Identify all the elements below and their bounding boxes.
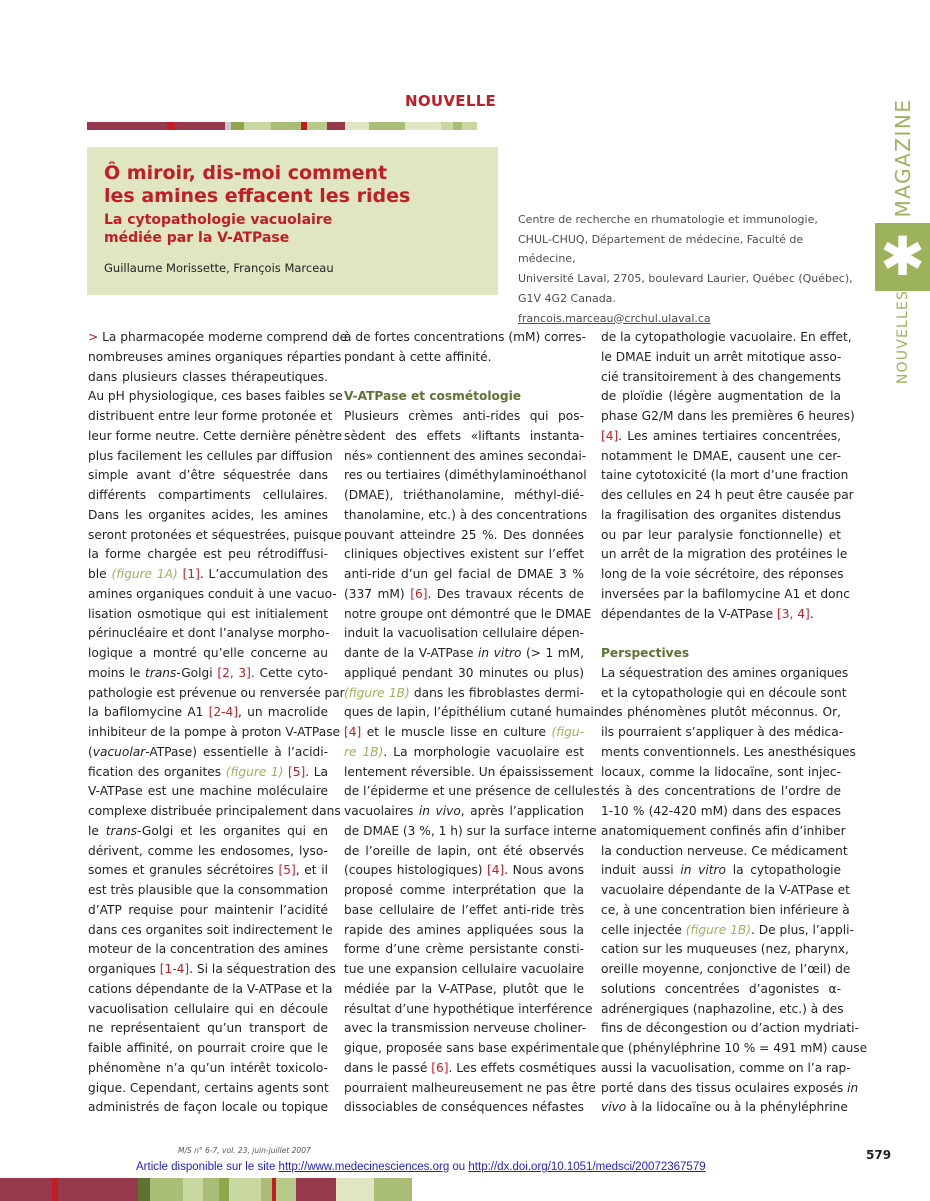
nouvelles-side-label: NOUVELLES [895, 289, 911, 385]
authors: Guillaume Morissette, François Marceau [104, 261, 334, 275]
text-column-3: de la cytopathologie vacuolaire. En effet, le DMAE induit un arrêt mitotique asso- cié transitoirement à des changements de ploïdie (légère augmentation de la phase G2/M dans les premières 6 heures) [4]. Les amines tertiaires concentrées, notamment le DMAE, causent une cer- taine cytotoxicité (la mort d’une fraction des cellules en 24 h peut être causée par la fragilisation des organites distendus ou par leur paralysie fonctionnelle) et un arrêt de la migration des protéines le long de la voie sécrétoire, des réponses inversées par la bafilomycine A1 et donc dépendantes de la V-ATPase [3, 4]. Perspectives La séquestration des amines organiques et la cytopathologie qui en découle sont des phénomènes plutôt méconnus. Or, ils pourraient s’appliquer à des médica- ments conventionnels. Les anesthésiques locaux, comme la lidocaïne, sont injec- tés à des concentrations de l’ordre de 1-10 % (42-420 mM) dans des espaces anatomiquement confinés afin d’inhiber la conduction nerveuse. Ce médicament induit aussi in vitro la cytopathologie vacuolaire dépendante de la V-ATPase et ce, à une concentration bien inférieure à celle injectée (figure 1B). De plus, l’appli- cation sur les muqueuses (nez, pharynx, oreille moyenne, conjonctive de l’œil) de solutions concentrées d’agonistes α- adrénergiques (naphazoline, etc.) à des fins de décongestion ou d’action mydriati- que (phényléphrine 10 % = 491 mM) cause aussi la vacuolisation, comme on l’a rap- porté dans des tissus oculaires exposés in vivo à la lidocaïne ou à la phényléphrine [601, 330, 868, 1115]
section-heading-cosmetologie: V-ATPase et cosmétologie [344, 389, 522, 404]
section-kicker: NOUVELLE [405, 92, 497, 110]
text-column-2: à de fortes concentrations (mM) corres- pondant à cette affinité. V-ATPase et cosmétologie Plusieurs crèmes anti-rides qui pos- sèdent des effets «liftants instanta- nés» contiennent des amines secondai- res ou tertiaires (diméthylaminoéthanol (DMAE), triéthanolamine, méthyl-dié- thanolamine, etc.) à des concentrations pouvant atteindre 25 %. Des données cliniques objectives existent sur l’effet anti-ride d’un gel facial de DMAE 3 % (337 mM) [6]. Des travaux récents de notre groupe ont démontré que le DMAE induit la vacuolisation cellulaire dépen- dante de la V-ATPase in vitro (> 1 mM, appliqué pendant 30 minutes ou plus) (figure 1B) dans les fibroblastes dermi- ques de lapin, l’épithélium cutané humain [4] et le muscle lisse en culture (figu- re 1B). La morphologie vacuolaire est lentement réversible. Un épaississement de l’épiderme et une présence de cellules vacuolaires in vivo, après l’application de DMAE (3 %, 1 h) sur la surface interne de l’oreille de lapin, ont été observés (coupes histologiques) [4]. Nous avons proposé comme interprétation que la base cellulaire de l’effet anti-ride très rapide des amines appliquées sous la forme d’une crème persistante consti- tue une expansion cellulaire vacuolaire médiée par la V-ATPase, plutôt que le résultat d’une hypothétique interférence avec la transmission nerveuse choliner- gique, proposée sans base expérimentale dans le passé [6]. Les effets cosmétiques pourraient malheureusement ne pas être dissociables de conséquences néfastes [344, 330, 602, 1115]
text-column-1: > La pharmacopée moderne comprend de nombreuses amines organiques réparties dans plusieurs classes thérapeutiques. Au pH physiologique, ces bases faibles se distribuent entre leur forme protonée et leur forme neutre. Cette dernière pénètre plus facilement les cellules par diffusion simple avant d’être séquestrée dans différents compartiments cellulaires. Dans les organites acides, les amines seront protonées et séquestrées, puisque la forme chargée est peu rétrodiffusi- ble (figure 1A) [1]. L’accumulation des amines organiques conduit à une vacuo- lisation osmotique qui est initialement périnucléaire et dont l’analyse morpho- logique a montré qu’elle concerne au moins le trans-Golgi [2, 3]. Cette cyto- pathologie est prévenue ou renversée par la bafilomycine A1 [2-4], un macrolide inhibiteur de la pompe à proton V-ATPase (vacuolar-ATPase) essentielle à l’acidi- fication des organites (figure 1) [5]. La V-ATPase est une machine moléculaire complexe distribuée principalement dans le trans-Golgi et les organites qui en dérivent, comme les endosomes, lyso- somes et granules sécrétoires [5], et il est très plausible que la consommation d’ATP requise pour maintenir l’acidité dans ces organites soit indirectement le moteur de la concentration des amines organiques [1-4]. Si la séquestration des cations dépendante de la V-ATPase et la vacuolisation cellulaire qui en découle ne représentaient qu’un transport de faible affinité, on pourrait croire que le phénomène n’a qu’un intérêt toxicolo- gique. Cependant, certains agents sont administrés de façon locale ou topique [88, 330, 348, 1115]
availability-notice: Article disponible sur le site http://www.medecinesciences.org ou http://dx.doi.org/10.1051/medsci/20072367579 [136, 1161, 706, 1173]
affiliation: Centre de recherche en rhumatologie et immunologie, CHUL-CHUQ, Département de médecine, Faculté de médecine, Université Laval, 2705, boulevard Laurier, Québec (Québec), G1V 4G2 Canada. francois.marceau@crchul.ulaval.ca [518, 210, 858, 328]
page-number: 579 [866, 1148, 892, 1162]
section-heading-perspectives: Perspectives [601, 646, 690, 660]
asterisk-icon: ✱ [875, 223, 930, 291]
article-title: Ô miroir, dis-moi comment les amines effacent les rides [104, 162, 411, 207]
email-link[interactable]: francois.marceau@crchul.ulaval.ca [518, 311, 711, 325]
top-color-stripe [87, 122, 497, 130]
site-link[interactable]: http://www.medecinesciences.org [278, 1161, 450, 1173]
bottom-color-stripe [0, 1178, 412, 1201]
article-subtitle: La cytopathologie vacuolaire médiée par la V-ATPase [104, 212, 333, 246]
magazine-side-label: MAGAZINE [891, 98, 915, 218]
journal-citation: M/S n° 6-7, vol. 23, juin-juillet 2007 [178, 1146, 311, 1155]
doi-link[interactable]: http://dx.doi.org/10.1051/medsci/20072367579 [468, 1161, 706, 1173]
